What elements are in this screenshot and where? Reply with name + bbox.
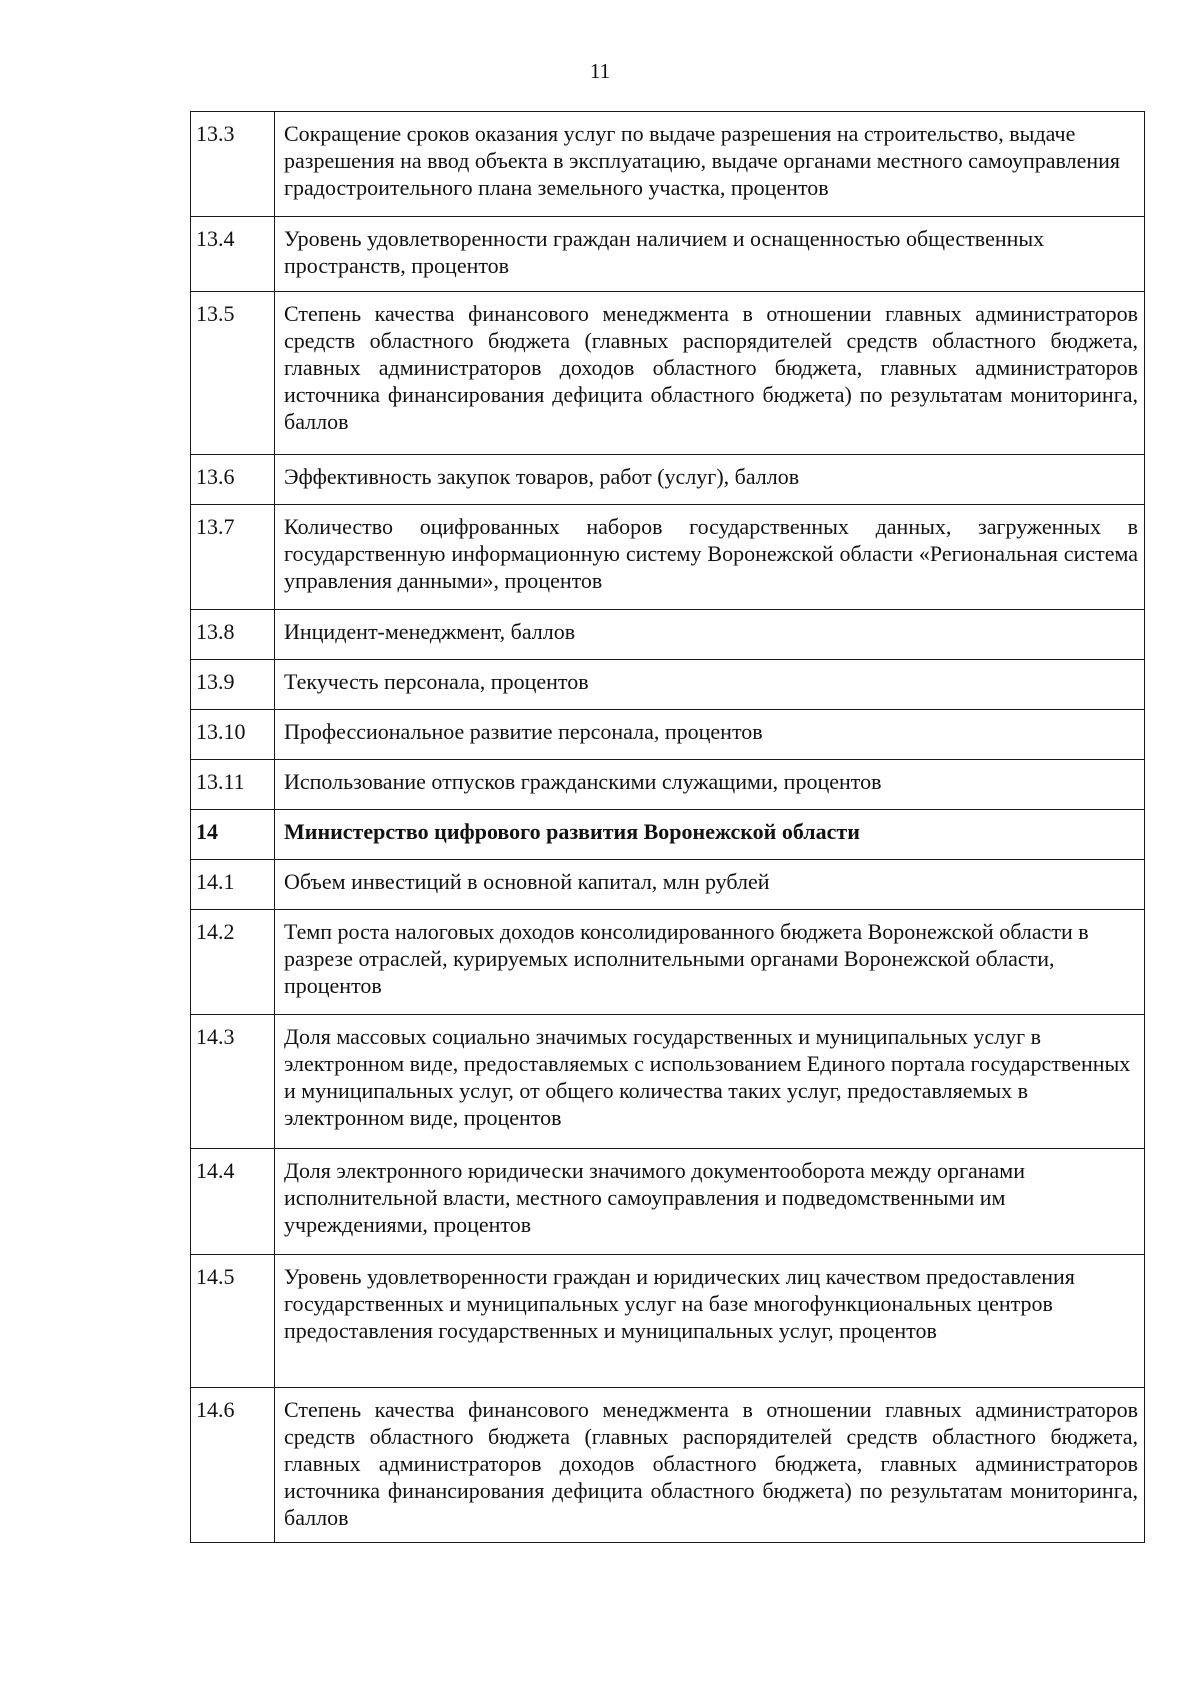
section-title: Министерство цифрового развития Воронежской области [275, 810, 1145, 860]
row-text: Доля массовых социально значимых государственных и муниципальных услуг в электронном виде, предоставляемых с использованием Единого портала государственных и муниципальных услуг, от общего количества таких услуг, предоставляемых в электронном виде, процентов [275, 1015, 1145, 1149]
table-row [191, 660, 1145, 710]
row-text: Профессиональное развитие персонала, процентов [275, 710, 1145, 760]
table-row [191, 455, 1145, 505]
table-row [191, 217, 1145, 292]
row-number: 13.6 [191, 455, 275, 505]
table-row [191, 910, 1145, 1015]
row-text: Степень качества финансового менеджмента в отношении главных администраторов средств областного бюджета (главных распорядителей средств областного бюджета, главных администраторов доходов областного бюджета, главных администраторов источника финансирования дефицита областного бюджета) по результатам мониторинга, баллов [275, 1388, 1145, 1543]
row-text: Темп роста налоговых доходов консолидированного бюджета Воронежской области в разрезе отраслей, курируемых исполнительными органами Воронежской области, процентов [275, 910, 1145, 1015]
table-row [191, 1015, 1145, 1149]
row-number: 14.5 [191, 1255, 275, 1388]
row-number: 13.3 [191, 112, 275, 217]
row-number: 13.7 [191, 505, 275, 610]
row-number: 14.1 [191, 860, 275, 910]
section-number: 14 [191, 810, 275, 860]
table-row [191, 1255, 1145, 1388]
table-row [191, 760, 1145, 810]
row-text: Текучесть персонала, процентов [275, 660, 1145, 710]
row-number: 13.5 [191, 292, 275, 455]
table-row [191, 710, 1145, 760]
table-row [191, 610, 1145, 660]
indicators-table [190, 111, 1145, 1543]
row-number: 13.10 [191, 710, 275, 760]
row-text: Использование отпусков гражданскими служащими, процентов [275, 760, 1145, 810]
row-number: 13.4 [191, 217, 275, 292]
table-row [191, 1149, 1145, 1255]
row-number: 14.4 [191, 1149, 275, 1255]
table-row [191, 292, 1145, 455]
page-number: 11 [589, 59, 611, 83]
table-row [191, 505, 1145, 610]
table-row [191, 1388, 1145, 1543]
row-text: Уровень удовлетворенности граждан и юридических лиц качеством предоставления государственных и муниципальных услуг на базе многофункциональных центров предоставления государственных и муниципальных услуг, процентов [275, 1255, 1145, 1388]
table-row [191, 860, 1145, 910]
row-number: 13.11 [191, 760, 275, 810]
row-text: Эффективность закупок товаров, работ (услуг), баллов [275, 455, 1145, 505]
section-row [191, 810, 1145, 860]
row-text: Сокращение сроков оказания услуг по выдаче разрешения на строительство, выдаче разрешения на ввод объекта в эксплуатацию, выдаче органами местного самоуправления градостроительного плана земельного участка, процентов [275, 112, 1145, 217]
row-number: 13.8 [191, 610, 275, 660]
row-text: Доля электронного юридически значимого документооборота между органами исполнительной власти, местного самоуправления и подведомственными им учреждениями, процентов [275, 1149, 1145, 1255]
row-text: Инцидент-менеджмент, баллов [275, 610, 1145, 660]
row-text: Степень качества финансового менеджмента в отношении главных администраторов средств областного бюджета (главных распорядителей средств областного бюджета, главных администраторов доходов областного бюджета, главных администраторов источника финансирования дефицита областного бюджета) по результатам мониторинга, баллов [275, 292, 1145, 455]
row-number: 14.6 [191, 1388, 275, 1543]
row-text: Уровень удовлетворенности граждан наличием и оснащенностью общественных пространств, процентов [275, 217, 1145, 292]
row-number: 14.3 [191, 1015, 275, 1149]
row-number: 14.2 [191, 910, 275, 1015]
row-number: 13.9 [191, 660, 275, 710]
row-text: Количество оцифрованных наборов государственных данных, загруженных в государственную информационную систему Воронежской области «Региональная система управления данными», процентов [275, 505, 1145, 610]
table-row [191, 112, 1145, 217]
row-text: Объем инвестиций в основной капитал, млн рублей [275, 860, 1145, 910]
